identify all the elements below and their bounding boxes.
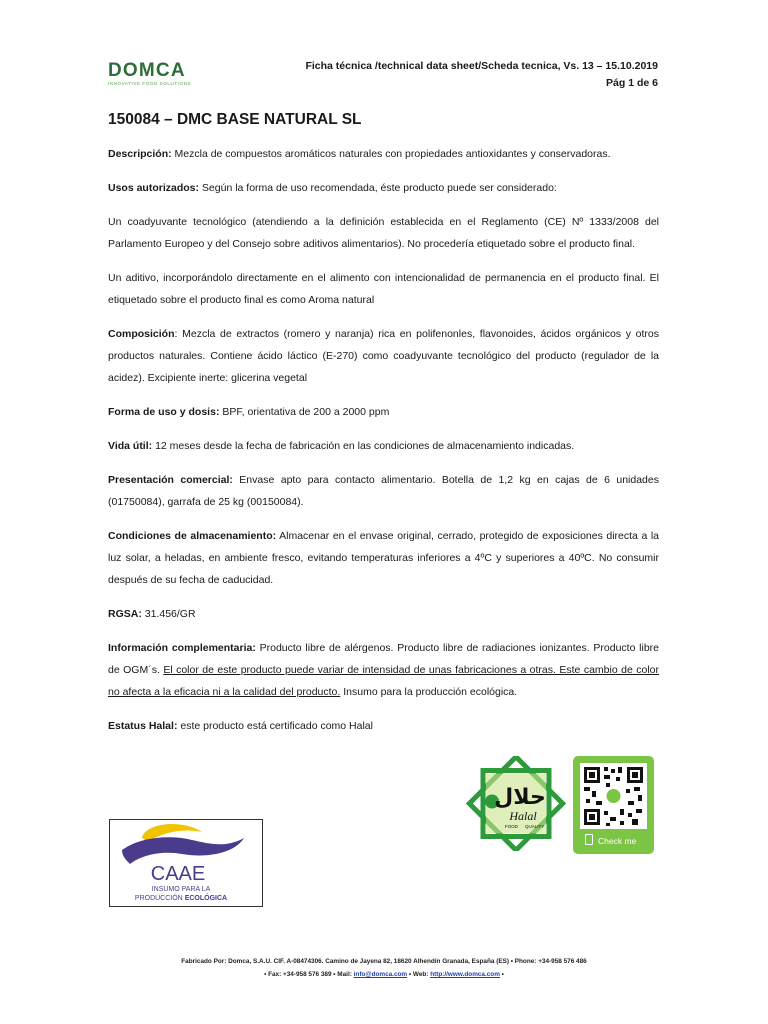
footer-contact-line: • Fax: +34-958 576 389 • Mail: info@domca.com • Web: http://www.domca.com • bbox=[264, 971, 504, 978]
caae-name: CAAE bbox=[150, 863, 206, 885]
phone-icon bbox=[585, 834, 593, 845]
product-title: 150084 – DMC BASE NATURAL SL bbox=[108, 111, 362, 128]
footer-manufacturer-line: Fabricado Por: Domca, S.A.U. CIF. A-08474306. Camino de Jayena 82, 18620 Alhendín Granada, España (ES) • Phone: +34-958 576 486 bbox=[181, 958, 587, 965]
check-me-button[interactable] bbox=[577, 832, 650, 850]
qr-code bbox=[580, 763, 647, 829]
composition-label: Composición bbox=[108, 328, 175, 340]
caae-logo bbox=[109, 819, 263, 907]
rgsa-paragraph bbox=[108, 603, 659, 625]
halal-status-label: Estatus Halal: bbox=[108, 720, 178, 732]
additional-info-text: Producto libre de alérgenos. Producto libre de radiaciones ionizantes. Producto libre de OGM´s. bbox=[108, 642, 660, 676]
rgsa-text: 31.456/GR bbox=[141, 608, 196, 620]
shelf-life-paragraph bbox=[108, 435, 659, 457]
halal-status-text: este producto está certificado como Halal bbox=[177, 720, 373, 732]
storage-paragraph bbox=[108, 525, 659, 591]
presentation-label: Presentación comercial: bbox=[108, 474, 233, 486]
logo-word: DOMCA bbox=[108, 60, 186, 81]
additional-info-label: Información complementaria: bbox=[108, 642, 256, 654]
halal-certification-logo bbox=[465, 756, 567, 851]
domca-logo bbox=[108, 62, 212, 86]
dosage-paragraph bbox=[108, 401, 659, 423]
footer-email-link[interactable]: info@domca.com bbox=[353, 971, 408, 978]
uses-label: Usos autorizados: bbox=[108, 182, 200, 194]
uses-paragraph bbox=[108, 177, 659, 199]
additional-info-paragraph bbox=[108, 637, 659, 703]
footer-web-link[interactable]: http://www.domca.com bbox=[430, 971, 500, 978]
presentation-text: Envase apto para contacto alimentario. Botella de 1,2 kg en cajas de 6 unidades (01750084), garrafa de 25 kg (00150084). bbox=[108, 474, 659, 508]
caae-emblem-icon bbox=[110, 820, 262, 906]
caae-line2: PRODUCCIÓN ECOLÓGICA bbox=[134, 895, 228, 902]
check-me-label: Check me bbox=[598, 836, 637, 846]
description-paragraph bbox=[108, 143, 659, 165]
qr-verification-badge[interactable] bbox=[573, 756, 654, 854]
page-footer bbox=[110, 955, 658, 981]
description-text: Mezcla de compuestos aromáticos naturales con propiedades antioxidantes y conservadoras. bbox=[171, 148, 611, 160]
datasheet-body bbox=[108, 143, 659, 749]
uses-additive-paragraph: Un aditivo, incorporándolo directamente en el alimento con intencionalidad de permanencia en el producto final. El etiquetado sobre el producto final es como Aroma natural bbox=[108, 272, 659, 306]
halal-arabic-text: حلال bbox=[494, 785, 546, 810]
description-label: Descripción: bbox=[108, 148, 172, 160]
doc-version-line: Ficha técnica /technical data sheet/Scheda tecnica, Vs. 13 – 15.10.2019 bbox=[305, 60, 658, 72]
halal-star-icon bbox=[465, 756, 567, 851]
presentation-paragraph bbox=[108, 469, 659, 513]
uses-adjuvant-paragraph: Un coadyuvante tecnológico (atendiendo a la definición establecida en el Reglamento (CE) Nº 1333/2008 del Parlamento Europeo y del Consejo sobre aditivos alimentarios). No procedería etiquetado sobre el producto final. bbox=[108, 216, 659, 250]
qr-code-icon bbox=[580, 763, 647, 829]
composition-text: : Mezcla de extractos (romero y naranja) rica en polifenonles, flavonoides, ácidos orgánicos y otros productos naturales. Contiene ácido láctico (E-270) como coadyuvante tecnológico del producto (regulador de la acidez). Excipiente inerte: glicerina vegetal bbox=[108, 328, 659, 384]
halal-status-paragraph bbox=[108, 715, 659, 737]
doc-header bbox=[305, 58, 658, 92]
halal-word: Halal bbox=[509, 809, 537, 823]
rgsa-label: RGSA: bbox=[108, 608, 142, 620]
uses-text: Según la forma de uso recomendada, éste producto puede ser considerado: bbox=[199, 182, 557, 194]
page-number: Pág 1 de 6 bbox=[606, 77, 658, 89]
composition-paragraph bbox=[108, 323, 659, 389]
caae-line1: INSUMO PARA LA bbox=[151, 886, 211, 893]
storage-label: Condiciones de almacenamiento: bbox=[108, 530, 277, 542]
shelf-life-text: 12 meses desde la fecha de fabricación en las condiciones de almacenamiento indicadas. bbox=[152, 440, 575, 452]
dosage-text: BPF, orientativa de 200 a 2000 ppm bbox=[219, 406, 390, 418]
dosage-label: Forma de uso y dosis: bbox=[108, 406, 220, 418]
halal-quality-text: QUALITY bbox=[525, 824, 545, 829]
color-variation-note: El color de este producto puede variar de intensidad de unas fabricaciones a otras. Este cambio de color no afecta a la eficacia ni a la calidad del producto. bbox=[108, 664, 659, 698]
halal-food-text: FOOD bbox=[505, 824, 518, 829]
logo-tagline: INNOVATIVE FOOD SOLUTIONS bbox=[108, 81, 192, 86]
shelf-life-label: Vida útil: bbox=[108, 440, 153, 452]
storage-text: Almacenar en el envase original, cerrado, protegido de exposiciones directa a la luz solar, a heladas, en ambiente fresco, evitando temperaturas inferiores a 4ºC y superiores a 40ºC. No consumir después de su fecha de caducidad. bbox=[108, 530, 660, 586]
organic-input-text: Insumo para la producción ecológica. bbox=[340, 686, 518, 698]
